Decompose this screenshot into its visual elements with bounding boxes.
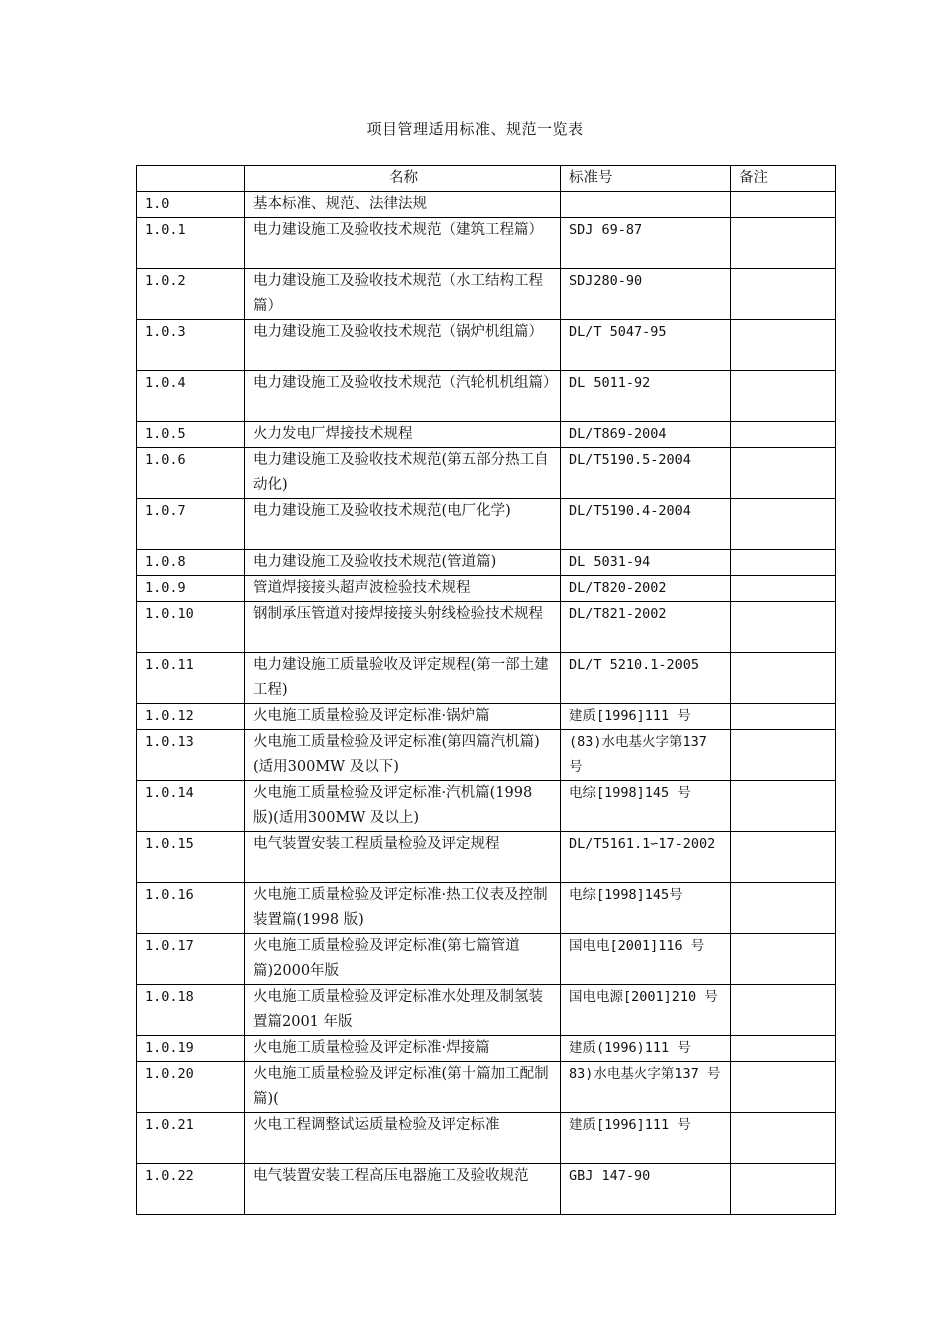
row-name-cell: 电气装置安装工程高压电器施工及验收规范 bbox=[245, 1164, 561, 1215]
row-number-cell: 1.0.6 bbox=[137, 448, 245, 499]
row-standard-code-cell: 电综[1998]145 号 bbox=[561, 781, 731, 832]
table-row bbox=[137, 550, 836, 576]
table-row bbox=[137, 653, 836, 704]
row-note-cell bbox=[731, 218, 836, 269]
row-note-cell bbox=[731, 883, 836, 934]
table-row bbox=[137, 269, 836, 320]
header-note: 备注 bbox=[731, 166, 836, 192]
row-standard-code-cell bbox=[561, 192, 731, 218]
row-name-cell: 管道焊接接头超声波检验技术规程 bbox=[245, 576, 561, 602]
row-note-cell bbox=[731, 550, 836, 576]
row-number-cell: 1.0.21 bbox=[137, 1113, 245, 1164]
row-note-cell bbox=[731, 422, 836, 448]
row-number-cell: 1.0.8 bbox=[137, 550, 245, 576]
row-name-cell: 火电施工质量检验及评定标准(第十篇加工配制篇)( bbox=[245, 1062, 561, 1113]
row-standard-code-cell: DL/T5190.5-2004 bbox=[561, 448, 731, 499]
table-row bbox=[137, 1036, 836, 1062]
row-name-cell: 火电施工质量检验及评定标准水处理及制氢装置篇2001 年版 bbox=[245, 985, 561, 1036]
row-name-cell: 火电施工质量检验及评定标准·焊接篇 bbox=[245, 1036, 561, 1062]
row-number-cell: 1.0.12 bbox=[137, 704, 245, 730]
table-row bbox=[137, 499, 836, 550]
row-note-cell bbox=[731, 1164, 836, 1215]
table-header-row bbox=[137, 166, 836, 192]
row-name-cell: 火电施工质量检验及评定标准(第七篇管道篇)2000年版 bbox=[245, 934, 561, 985]
row-standard-code-cell: 电综[1998]145号 bbox=[561, 883, 731, 934]
row-name-cell: 火力发电厂焊接技术规程 bbox=[245, 422, 561, 448]
header-standard-code: 标准号 bbox=[561, 166, 731, 192]
row-number-cell: 1.0.13 bbox=[137, 730, 245, 781]
table-row bbox=[137, 985, 836, 1036]
row-number-cell: 1.0.22 bbox=[137, 1164, 245, 1215]
row-standard-code-cell: 国电电[2001]116 号 bbox=[561, 934, 731, 985]
row-name-cell: 电力建设施工质量验收及评定规程(第一部土建工程) bbox=[245, 653, 561, 704]
table-row bbox=[137, 781, 836, 832]
row-note-cell bbox=[731, 781, 836, 832]
row-name-cell: 电力建设施工及验收技术规范（汽轮机机组篇） bbox=[245, 371, 561, 422]
row-standard-code-cell: SDJ 69-87 bbox=[561, 218, 731, 269]
table-row bbox=[137, 371, 836, 422]
row-standard-code-cell: 83)水电基火字第137 号 bbox=[561, 1062, 731, 1113]
row-name-cell: 电力建设施工及验收技术规范(电厂化学) bbox=[245, 499, 561, 550]
table-row bbox=[137, 883, 836, 934]
row-name-cell: 火电施工质量检验及评定标准·汽机篇(1998 版)(适用300MW 及以上) bbox=[245, 781, 561, 832]
row-standard-code-cell: DL/T820-2002 bbox=[561, 576, 731, 602]
row-note-cell bbox=[731, 448, 836, 499]
row-standard-code-cell: DL 5031-94 bbox=[561, 550, 731, 576]
row-number-cell: 1.0.5 bbox=[137, 422, 245, 448]
page-title: 项目管理适用标准、规范一览表 bbox=[366, 120, 584, 138]
table-row bbox=[137, 1113, 836, 1164]
row-note-cell bbox=[731, 985, 836, 1036]
row-standard-code-cell: DL/T 5210.1-2005 bbox=[561, 653, 731, 704]
row-standard-code-cell: SDJ280-90 bbox=[561, 269, 731, 320]
row-name-cell: 钢制承压管道对接焊接接头射线检验技术规程 bbox=[245, 602, 561, 653]
row-number-cell: 1.0.9 bbox=[137, 576, 245, 602]
row-number-cell: 1.0.10 bbox=[137, 602, 245, 653]
row-note-cell bbox=[731, 653, 836, 704]
row-number-cell: 1.0.19 bbox=[137, 1036, 245, 1062]
row-standard-code-cell: 建质[1996]111 号 bbox=[561, 704, 731, 730]
table-row bbox=[137, 1164, 836, 1215]
row-number-cell: 1.0.17 bbox=[137, 934, 245, 985]
table-row bbox=[137, 1062, 836, 1113]
table-row bbox=[137, 576, 836, 602]
table-row bbox=[137, 320, 836, 371]
row-number-cell: 1.0.7 bbox=[137, 499, 245, 550]
table-row bbox=[137, 704, 836, 730]
standards-table bbox=[136, 165, 836, 1215]
row-name-cell: 火电施工质量检验及评定标准·热工仪表及控制装置篇(1998 版) bbox=[245, 883, 561, 934]
row-note-cell bbox=[731, 320, 836, 371]
row-name-cell: 火电工程调整试运质量检验及评定标准 bbox=[245, 1113, 561, 1164]
row-name-cell: 电力建设施工及验收技术规范（水工结构工程篇） bbox=[245, 269, 561, 320]
table-body bbox=[137, 192, 836, 1215]
row-name-cell: 电气装置安装工程质量检验及评定规程 bbox=[245, 832, 561, 883]
row-name-cell: 基本标准、规范、法律法规 bbox=[245, 192, 561, 218]
row-note-cell bbox=[731, 730, 836, 781]
row-standard-code-cell: DL/T821-2002 bbox=[561, 602, 731, 653]
row-note-cell bbox=[731, 269, 836, 320]
row-number-cell: 1.0.20 bbox=[137, 1062, 245, 1113]
table-row bbox=[137, 730, 836, 781]
row-name-cell: 电力建设施工及验收技术规范（建筑工程篇） bbox=[245, 218, 561, 269]
row-note-cell bbox=[731, 934, 836, 985]
table-row bbox=[137, 192, 836, 218]
row-name-cell: 电力建设施工及验收技术规范(第五部分热工自动化) bbox=[245, 448, 561, 499]
row-number-cell: 1.0.18 bbox=[137, 985, 245, 1036]
row-name-cell: 火电施工质量检验及评定标准·锅炉篇 bbox=[245, 704, 561, 730]
row-number-cell: 1.0.11 bbox=[137, 653, 245, 704]
header-number bbox=[137, 166, 245, 192]
table-row bbox=[137, 602, 836, 653]
row-note-cell bbox=[731, 832, 836, 883]
table-row bbox=[137, 448, 836, 499]
row-standard-code-cell: DL/T869-2004 bbox=[561, 422, 731, 448]
row-note-cell bbox=[731, 576, 836, 602]
row-number-cell: 1.0.2 bbox=[137, 269, 245, 320]
row-standard-code-cell: 建质[1996]111 号 bbox=[561, 1113, 731, 1164]
header-name: 名称 bbox=[245, 166, 561, 192]
row-note-cell bbox=[731, 499, 836, 550]
row-standard-code-cell: DL 5011-92 bbox=[561, 371, 731, 422]
row-number-cell: 1.0.14 bbox=[137, 781, 245, 832]
row-note-cell bbox=[731, 1036, 836, 1062]
row-name-cell: 电力建设施工及验收技术规范(管道篇) bbox=[245, 550, 561, 576]
row-note-cell bbox=[731, 1113, 836, 1164]
row-name-cell: 电力建设施工及验收技术规范（锅炉机组篇） bbox=[245, 320, 561, 371]
row-standard-code-cell: 建质(1996)111 号 bbox=[561, 1036, 731, 1062]
row-number-cell: 1.0 bbox=[137, 192, 245, 218]
row-number-cell: 1.0.1 bbox=[137, 218, 245, 269]
row-note-cell bbox=[731, 602, 836, 653]
row-name-cell: 火电施工质量检验及评定标准(第四篇汽机篇)(适用300MW 及以下) bbox=[245, 730, 561, 781]
row-note-cell bbox=[731, 1062, 836, 1113]
row-number-cell: 1.0.4 bbox=[137, 371, 245, 422]
row-number-cell: 1.0.16 bbox=[137, 883, 245, 934]
row-note-cell bbox=[731, 704, 836, 730]
row-number-cell: 1.0.15 bbox=[137, 832, 245, 883]
row-number-cell: 1.0.3 bbox=[137, 320, 245, 371]
row-standard-code-cell: DL/T5190.4-2004 bbox=[561, 499, 731, 550]
table-row bbox=[137, 832, 836, 883]
row-standard-code-cell: GBJ 147-90 bbox=[561, 1164, 731, 1215]
table-row bbox=[137, 422, 836, 448]
row-standard-code-cell: DL/T5161.1∽17-2002 bbox=[561, 832, 731, 883]
table-row bbox=[137, 218, 836, 269]
row-standard-code-cell: 国电电源[2001]210 号 bbox=[561, 985, 731, 1036]
table-row bbox=[137, 934, 836, 985]
row-standard-code-cell: DL/T 5047-95 bbox=[561, 320, 731, 371]
row-standard-code-cell: (83)水电基火字第137 号 bbox=[561, 730, 731, 781]
row-note-cell bbox=[731, 371, 836, 422]
row-note-cell bbox=[731, 192, 836, 218]
